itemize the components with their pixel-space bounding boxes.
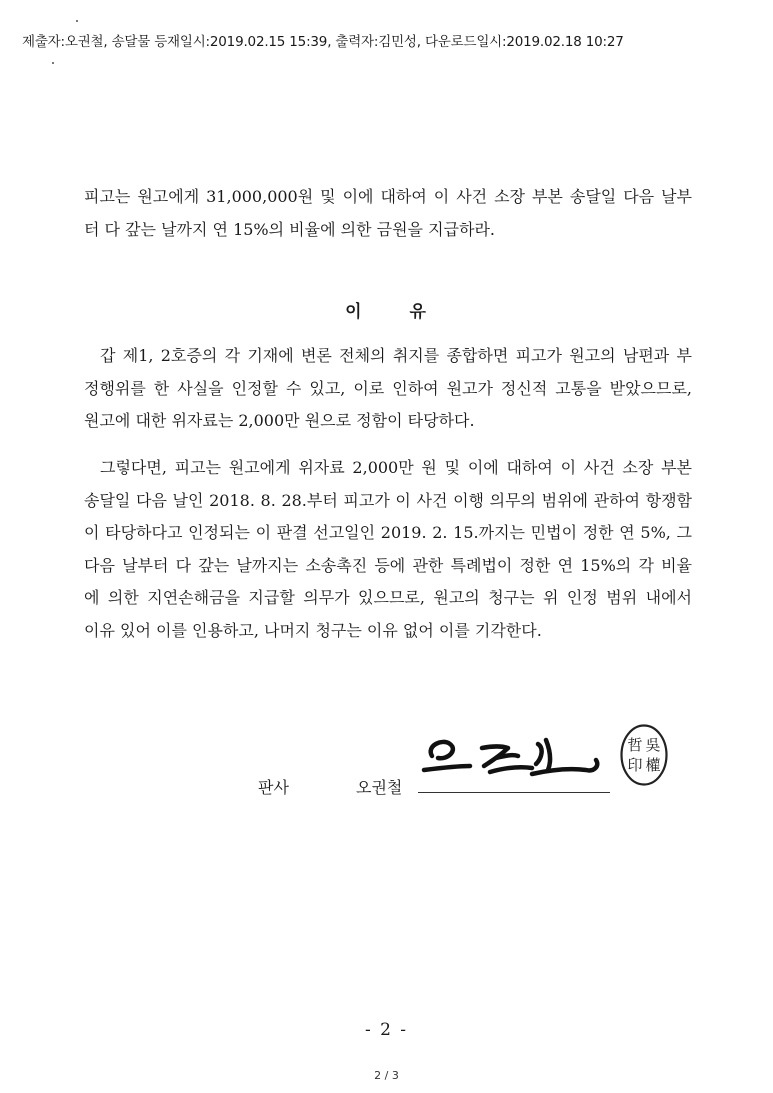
order-line: 피고는 원고에게 31,000,000원 및 이에 대하여 이 사건 소장 부본 송달일 다음 날부 bbox=[84, 187, 692, 206]
judge-name: 오권철 bbox=[356, 778, 403, 797]
order-text bbox=[84, 181, 692, 246]
reasons-line: 이 타당하다고 인정되는 이 판결 선고일인 2019. 2. 15.까지는 민법이 정한 연 5%, 그 bbox=[84, 523, 692, 542]
judge-title: 판사 bbox=[258, 778, 289, 797]
reasons-line: 다음 날부터 다 갚는 날까지는 소송촉진 등에 관한 특례법이 정한 연 15%의 각 비율 bbox=[84, 555, 692, 575]
reasons-paragraph-2 bbox=[84, 452, 692, 647]
reasons-paragraph-1 bbox=[84, 340, 692, 438]
reasons-line: 정행위를 한 사실을 인정할 수 있고, 이로 인하여 원고가 정신적 고통을 받았으므로, bbox=[84, 378, 692, 398]
official-seal bbox=[619, 723, 669, 787]
signature-line bbox=[418, 792, 610, 793]
reasons-heading-right: 유 bbox=[409, 302, 428, 322]
reasons-line: 갑 제1, 2호증의 각 기재에 변론 전체의 취지를 종합하면 피고가 원고의 남편과 부 bbox=[100, 346, 692, 365]
svg-text:哲: 哲 bbox=[627, 736, 643, 754]
page-count: 2 / 3 bbox=[374, 1069, 399, 1082]
reasons-line: 이유 있어 이를 인용하고, 나머지 청구는 이유 없어 이를 기각한다. bbox=[84, 620, 542, 640]
reasons-heading bbox=[0, 297, 773, 322]
reasons-line: 원고에 대한 위자료는 2,000만 원으로 정함이 타당하다. bbox=[84, 411, 475, 430]
reasons-line: 송달일 다음 날인 2018. 8. 28.부터 피고가 이 사건 이행 의무의 범위에 관하여 항쟁함 bbox=[84, 490, 692, 510]
svg-text:印: 印 bbox=[627, 756, 643, 774]
reasons-line: 에 의한 지연손해금을 지급할 의무가 있으므로, 원고의 청구는 위 인정 범위 내에서 bbox=[84, 588, 692, 607]
reasons-line: 그렇다면, 피고는 원고에게 위자료 2,000만 원 및 이에 대하여 이 사건 소장 부본 bbox=[100, 458, 692, 477]
order-line: 터 다 갚는 날까지 연 15%의 비율에 의한 금원을 지급하라. bbox=[84, 219, 495, 239]
page-number: - 2 - bbox=[364, 1020, 409, 1040]
svg-text:權: 權 bbox=[645, 756, 661, 774]
handwritten-signature bbox=[420, 726, 610, 786]
document-metadata-header: 제출자:오권철, 송달물 등재일시:2019.02.15 15:39, 출력자:김민성, 다운로드일시:2019.02.18 10:27 bbox=[22, 34, 624, 50]
svg-text:吳: 吳 bbox=[645, 736, 661, 754]
reasons-heading-left: 이 bbox=[345, 302, 364, 322]
